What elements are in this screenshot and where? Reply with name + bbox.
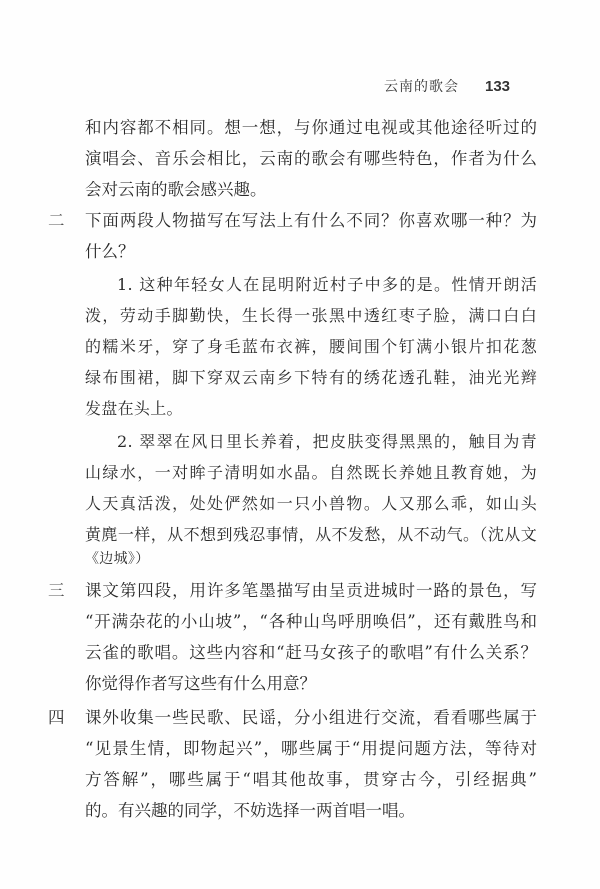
question-4-line: 方答解”，哪些属于“唱其他故事，贯穿古今，引经据典”	[85, 770, 537, 789]
excerpt-1-line: 1. 这种年轻女人在昆明附近村子中多的是。性情开朗活	[117, 275, 537, 294]
excerpt-1-line: 的糯米牙，穿了身毛蓝布衣裤，腰间围个钉满小银片扣花葱	[85, 337, 537, 356]
question-4-line: “见景生情，即物起兴”，哪些属于“用提问题方法，等待对	[85, 739, 537, 758]
page-number: 133	[485, 77, 511, 95]
excerpt-2-line: 黄麂一样，从不想到残忍事情，从不发愁，从不动气。（沈从文	[85, 525, 537, 544]
question-2-line: 什么？	[85, 242, 135, 261]
excerpt-2-source: 《边城》）	[85, 551, 150, 567]
question-number-4: 四	[48, 708, 65, 727]
question-3-line: 你觉得作者写这些有什么用意？	[85, 674, 316, 693]
excerpt-2-line: 2. 翠翠在风日里长养着，把皮肤变得黑黑的，触目为青	[117, 432, 537, 451]
chapter-title: 云南的歌会	[384, 79, 459, 95]
question-3-line: 云雀的歌唱。这些内容和“赶马女孩子的歌唱”有什么关系？	[85, 643, 537, 662]
excerpt-2-line: 山绿水，一对眸子清明如水晶。自然既长养她且教育她，为	[85, 463, 537, 482]
excerpt-1-line: 泼，劳动手脚勤快，生长得一张黑中透红枣子脸，满口白白	[85, 306, 537, 325]
question-3-line: “开满杂花的小山坡”，“各种山鸟呼朋唤侣”，还有戴胜鸟和	[85, 612, 537, 631]
text-line: 和内容都不相同。想一想，与你通过电视或其他途径听过的	[85, 118, 537, 137]
excerpt-1-line: 绿布围裙，脚下穿双云南乡下特有的绣花透孔鞋，油光光辫	[85, 368, 537, 387]
excerpt-2-line: 人天真活泼，处处俨然如一只小兽物。人又那么乖，如山头	[85, 494, 537, 513]
text-line: 会对云南的歌会感兴趣。	[85, 180, 267, 199]
question-3-line: 课文第四段，用许多笔墨描写由呈贡进城时一路的景色，写	[85, 581, 537, 600]
question-number-3: 三	[48, 581, 65, 600]
excerpt-1-line: 发盘在头上。	[85, 399, 183, 418]
question-2-line: 下面两段人物描写在写法上有什么不同？你喜欢哪一种？为	[85, 211, 537, 230]
text-line: 演唱会、音乐会相比，云南的歌会有哪些特色，作者为什么	[85, 149, 537, 168]
running-header	[384, 76, 510, 96]
question-4-line: 的。有兴趣的同学，不妨选择一两首唱一唱。	[85, 801, 415, 820]
question-number-2: 二	[48, 211, 65, 230]
question-4-line: 课外收集一些民歌、民谣，分小组进行交流，看看哪些属于	[85, 708, 537, 727]
